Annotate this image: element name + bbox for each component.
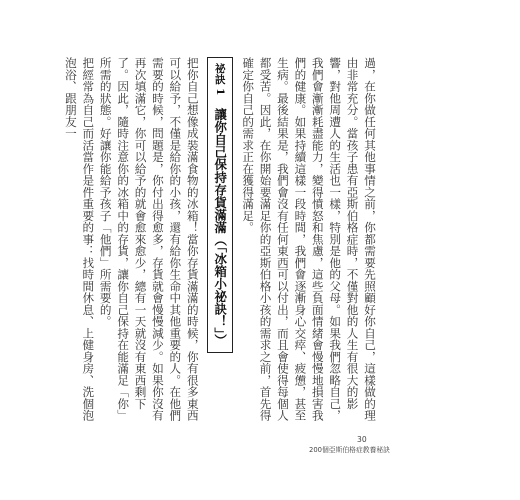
heading-title: 讓你自己保持存貨滿滿（「冰箱小祕訣！」） xyxy=(212,108,228,347)
heading-tag: 祕訣 1 xyxy=(213,63,226,96)
body-paragraph: 把經常為自己而活當作是件重要的事：找時間休息、上健身房、洗個泡泡浴、跟朋友一 xyxy=(63,57,96,422)
running-footer: 200個亞斯伯格症教養秘訣 xyxy=(309,446,390,454)
section-heading xyxy=(207,57,233,353)
body-paragraph: 過，在你做任何其他事情之前，你都需要先照顧好你自己，這樣做的理由非常充分。當孩子患有亞斯伯格症時，不僅對他的人生有很大的影響，對他周遭人的生活也一樣，特別是他的父母。如果我們忽略自己，我們會漸漸耗盡能力，變得憤怒和焦慮，這些負面情緒會慢慢地損害我們的健康。如果持續這樣一段時間，我們會逐漸身心交瘁、疲憊，甚至生病。最後結果是，我們會沒有任何東西可以付出，而且會使得每個人都受苦。因此，在你開始要滿足你的亞斯伯格小孩的需求之前，首先得確定你自己的需求正在獲得滿足。 xyxy=(241,57,377,422)
page-number: 30 xyxy=(357,435,367,444)
body-paragraph: 把你自己想像成裝滿食物的冰箱！當你存貨滿滿的時候，你有很多東西可以給予，不僅是給你的小孩，還有給你生命中其他重要的人。在他們需要的時候，問題是，你付出得愈多，存貨就會慢慢減少。如果你沒有再次填滿它，你可以給予的就會愈來愈少，總有一天就沒有東西剩下了。因此，隨時注意你的冰箱中的存貨，讓你自己保持在能滿足「你」所需的狀態。好讓你能給予孩子「他們」所需要的。 xyxy=(98,57,200,422)
vertical-text-body xyxy=(63,57,378,425)
